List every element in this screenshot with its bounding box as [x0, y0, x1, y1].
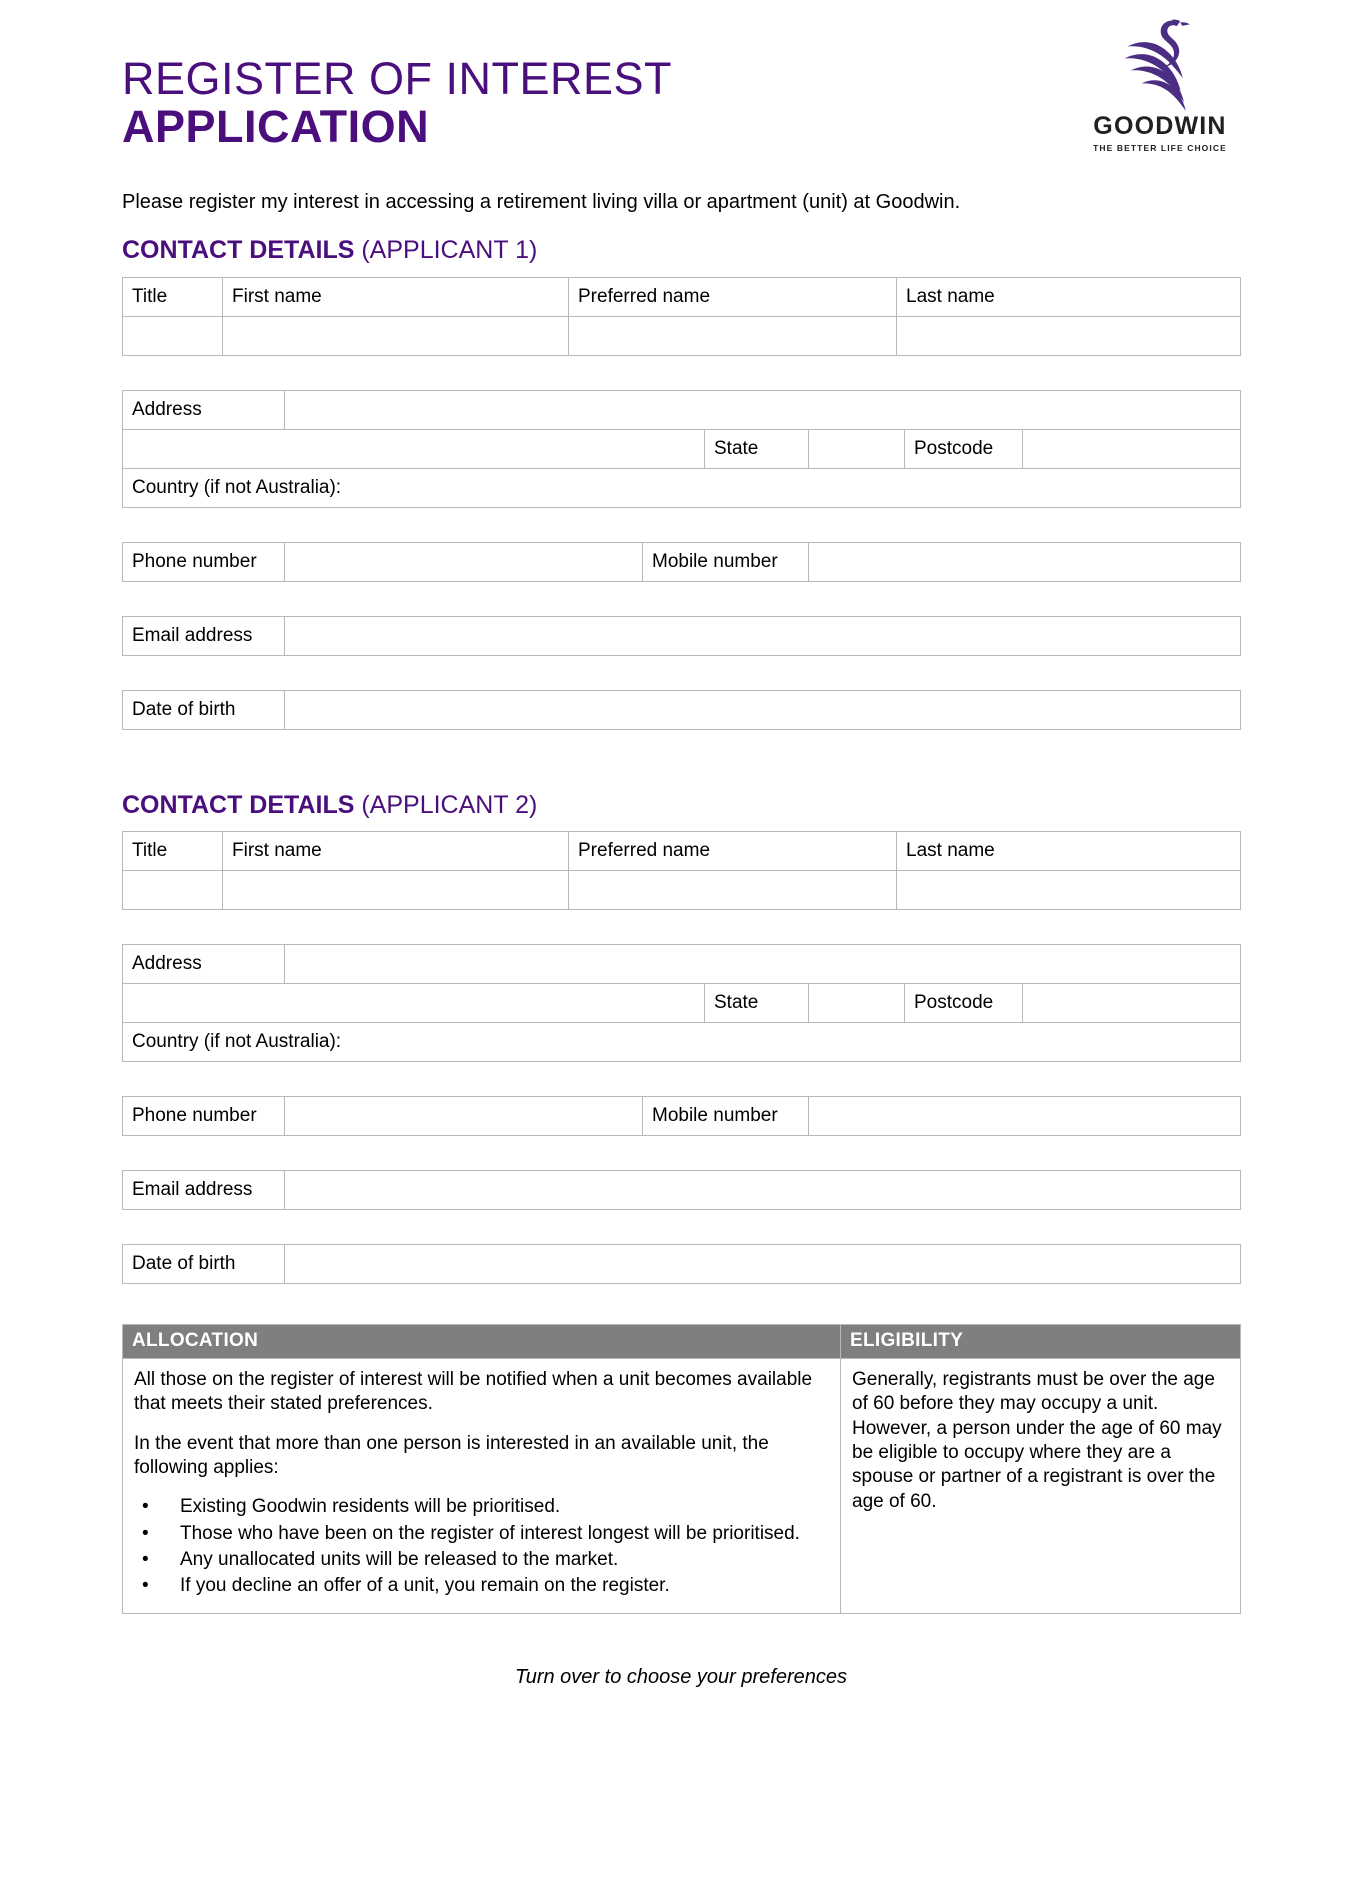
last-name-field[interactable]	[897, 871, 1241, 910]
state-postcode-row	[123, 984, 1241, 1023]
allocation-cell	[123, 1359, 841, 1614]
email-field[interactable]	[285, 616, 1241, 655]
address-field[interactable]	[285, 945, 1241, 984]
eligibility-cell	[841, 1359, 1241, 1614]
header-last-name: Last name	[897, 832, 1241, 871]
dob-table-applicant-1	[122, 690, 1241, 730]
eligibility-paragraph-1: Generally, registrants must be over the age of 60 before they may occupy a unit. However, a person under the age of 60 may be eligible to occupy where they are a spouse or partner of a registrant is over the age of 60.	[852, 1369, 1222, 1512]
dob-table-applicant-2	[122, 1244, 1241, 1284]
email-table-applicant-1	[122, 616, 1241, 656]
phone-table-applicant-1	[122, 542, 1241, 582]
title-line-1: REGISTER OF INTEREST	[122, 53, 673, 104]
allocation-bullet-list	[134, 1495, 829, 1598]
spacer	[122, 1284, 1240, 1318]
form-page	[122, 0, 1240, 1689]
postcode-field[interactable]	[1023, 984, 1241, 1023]
dob-field[interactable]	[285, 690, 1241, 729]
header-first-name: First name	[223, 832, 569, 871]
postcode-field[interactable]	[1023, 429, 1241, 468]
bullet-marker: •	[142, 1496, 149, 1518]
mobile-label: Mobile number	[643, 1097, 809, 1136]
state-postcode-row	[123, 429, 1241, 468]
phone-label: Phone number	[123, 542, 285, 581]
title-field[interactable]	[123, 871, 223, 910]
spacer	[122, 1062, 1240, 1096]
phone-label: Phone number	[123, 1097, 285, 1136]
preferred-name-field[interactable]	[569, 316, 897, 355]
address-label: Address	[123, 390, 285, 429]
title-field[interactable]	[123, 316, 223, 355]
info-panel-body-row	[123, 1359, 1241, 1614]
logo-wordmark: GOODWIN	[1093, 112, 1227, 140]
mobile-field[interactable]	[809, 542, 1241, 581]
name-table-applicant-2	[122, 831, 1241, 910]
email-label: Email address	[123, 1171, 285, 1210]
email-table-applicant-2	[122, 1170, 1241, 1210]
bullet-marker: •	[142, 1522, 149, 1544]
spacer	[122, 582, 1240, 616]
list-item	[134, 1548, 829, 1572]
header-preferred-name: Preferred name	[569, 832, 897, 871]
spacer	[122, 1136, 1240, 1170]
section-heading-regular: (APPLICANT 1)	[361, 236, 538, 264]
address-line-2-field[interactable]	[123, 984, 705, 1023]
page-header	[122, 0, 1240, 185]
table-header-row	[123, 832, 1241, 871]
phone-field[interactable]	[285, 1097, 643, 1136]
address-line-2-field[interactable]	[123, 429, 705, 468]
section-heading-applicant-1	[122, 237, 1240, 265]
state-label: State	[705, 984, 809, 1023]
email-row	[123, 1171, 1241, 1210]
header-title: Title	[123, 832, 223, 871]
state-label: State	[705, 429, 809, 468]
dob-row	[123, 690, 1241, 729]
spacer	[122, 356, 1240, 390]
bullet-marker: •	[142, 1548, 149, 1570]
header-title: Title	[123, 277, 223, 316]
country-row	[123, 1023, 1241, 1062]
section-heading-applicant-2	[122, 792, 1240, 820]
allocation-header: ALLOCATION	[123, 1325, 841, 1359]
first-name-field[interactable]	[223, 871, 569, 910]
allocation-paragraph-2: In the event that more than one person is interested in an available unit, the following applies:	[134, 1432, 769, 1478]
spacer	[122, 508, 1240, 542]
spacer	[122, 656, 1240, 690]
list-item	[134, 1522, 829, 1546]
state-field[interactable]	[809, 984, 905, 1023]
eligibility-header: ELIGIBILITY	[841, 1325, 1241, 1359]
title-line-2: APPLICATION	[122, 101, 430, 153]
address-table-applicant-2	[122, 944, 1241, 1062]
mobile-field[interactable]	[809, 1097, 1241, 1136]
list-item	[134, 1495, 829, 1519]
goodwin-swan-logo-icon	[1100, 12, 1220, 112]
dob-field[interactable]	[285, 1245, 1241, 1284]
table-input-row	[123, 871, 1241, 910]
state-field[interactable]	[809, 429, 905, 468]
country-field[interactable]: Country (if not Australia):	[123, 468, 1241, 507]
dob-label: Date of birth	[123, 1245, 285, 1284]
email-row	[123, 616, 1241, 655]
section-heading-regular: (APPLICANT 2)	[361, 790, 538, 819]
header-last-name: Last name	[897, 277, 1241, 316]
address-row	[123, 945, 1241, 984]
last-name-field[interactable]	[897, 316, 1241, 355]
spacer	[122, 910, 1240, 944]
list-item	[134, 1574, 829, 1598]
goodwin-logo	[1080, 12, 1240, 153]
address-table-applicant-1	[122, 390, 1241, 508]
allocation-paragraph-1: All those on the register of interest will be notified when a unit becomes available that meets their stated preferences.	[134, 1369, 813, 1415]
list-item-label: Any unallocated units will be released to the market.	[180, 1548, 619, 1570]
phone-table-applicant-2	[122, 1096, 1241, 1136]
phone-field[interactable]	[285, 542, 643, 581]
country-row	[123, 468, 1241, 507]
postcode-label: Postcode	[905, 984, 1023, 1023]
preferred-name-field[interactable]	[569, 871, 897, 910]
name-table-applicant-1	[122, 277, 1241, 356]
first-name-field[interactable]	[223, 316, 569, 355]
footer-note: Turn over to choose your preferences	[514, 1665, 848, 1688]
header-preferred-name: Preferred name	[569, 277, 897, 316]
info-panel-header-row	[123, 1325, 1241, 1359]
country-field[interactable]: Country (if not Australia):	[123, 1023, 1241, 1062]
list-item-label: Those who have been on the register of interest longest will be prioritised.	[180, 1522, 800, 1544]
email-field[interactable]	[285, 1171, 1241, 1210]
bullet-marker: •	[142, 1575, 149, 1597]
email-label: Email address	[123, 616, 285, 655]
dob-label: Date of birth	[123, 690, 285, 729]
section-heading-bold: CONTACT DETAILS	[122, 790, 355, 819]
spacer	[122, 730, 1240, 792]
spacer	[122, 1210, 1240, 1244]
phone-row	[123, 542, 1241, 581]
postcode-label: Postcode	[905, 429, 1023, 468]
page-title	[122, 55, 672, 153]
list-item-label: If you decline an offer of a unit, you remain on the register.	[180, 1575, 670, 1597]
address-row	[123, 390, 1241, 429]
mobile-label: Mobile number	[643, 542, 809, 581]
intro-text: Please register my interest in accessing a retirement living villa or apartment (unit) at Goodwin.	[122, 191, 961, 213]
table-input-row	[123, 316, 1241, 355]
info-panel	[122, 1324, 1241, 1614]
logo-tagline: THE BETTER LIFE CHOICE	[1093, 143, 1227, 153]
header-first-name: First name	[223, 277, 569, 316]
table-header-row	[123, 277, 1241, 316]
phone-row	[123, 1097, 1241, 1136]
address-field[interactable]	[285, 390, 1241, 429]
section-heading-bold: CONTACT DETAILS	[122, 236, 355, 264]
dob-row	[123, 1245, 1241, 1284]
address-label: Address	[123, 945, 285, 984]
list-item-label: Existing Goodwin residents will be prioritised.	[180, 1496, 561, 1518]
